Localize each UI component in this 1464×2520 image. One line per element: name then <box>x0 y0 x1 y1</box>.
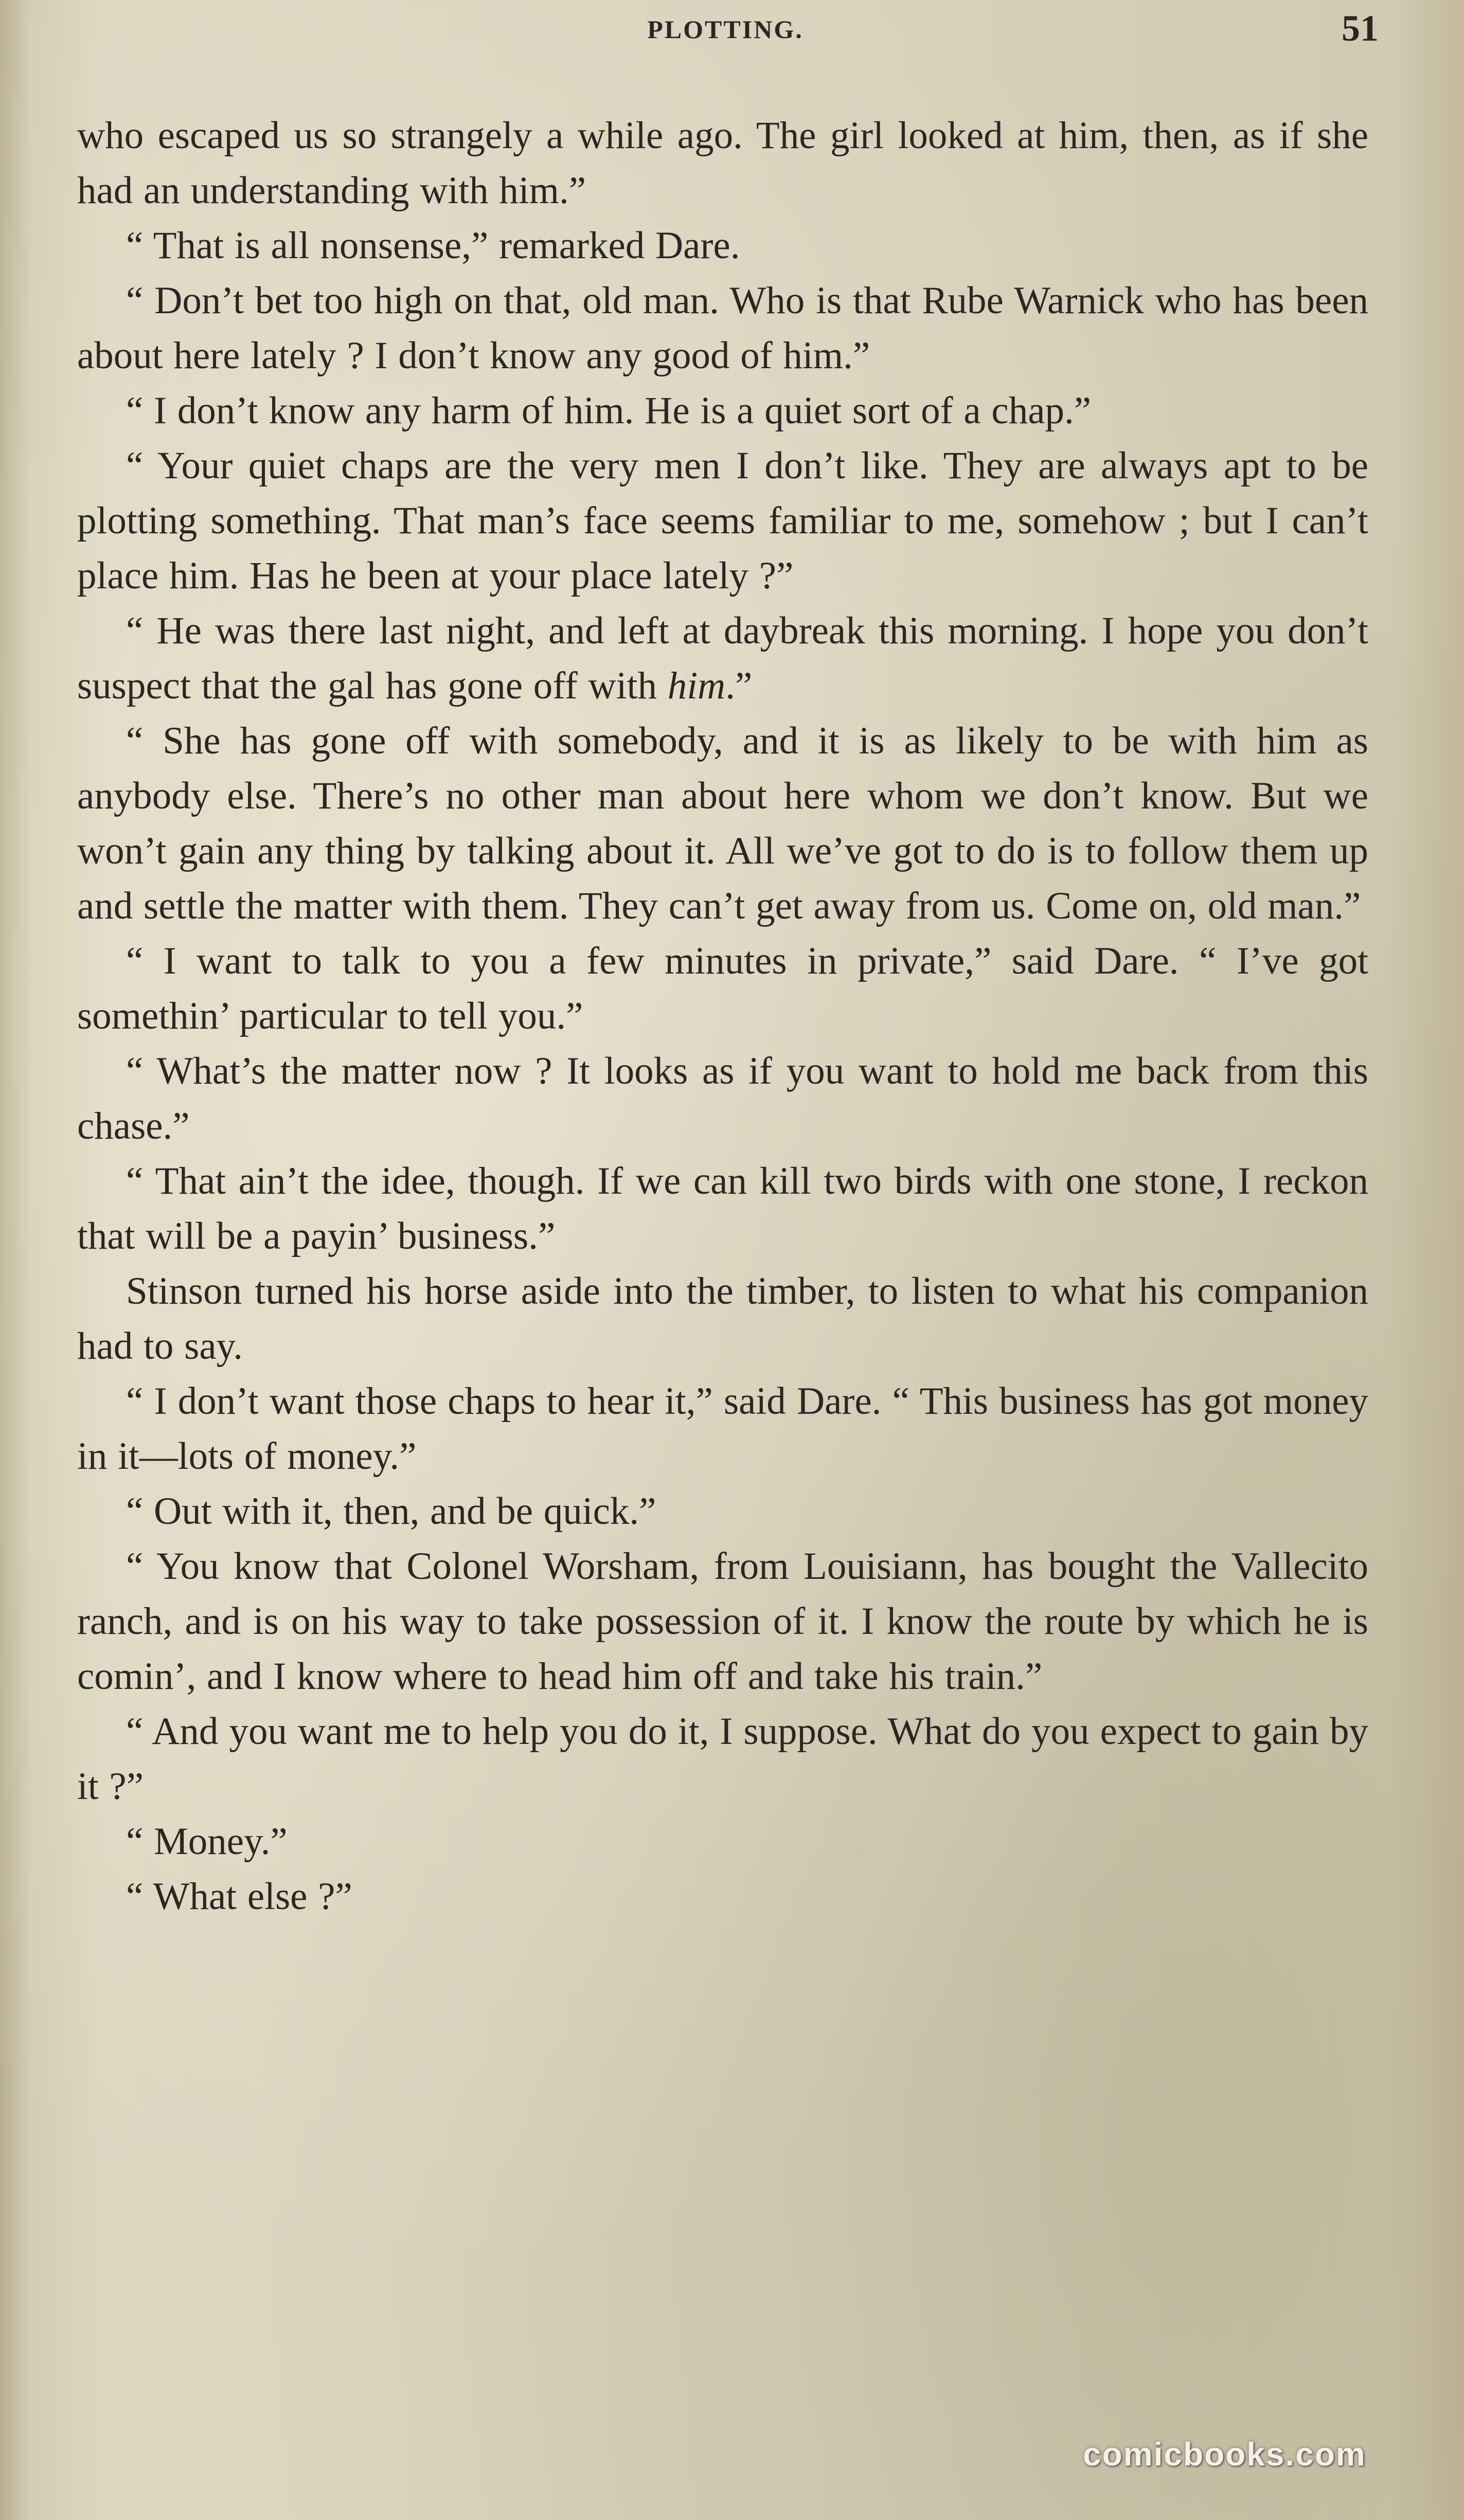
paragraph: “ I want to talk to you a few minutes in private,” said Dare. “ I’ve got somethin’ particular to tell you.” <box>77 940 1368 1037</box>
emphasized-word: him <box>667 664 726 707</box>
body-text <box>77 108 1368 1924</box>
paragraph <box>77 603 1368 713</box>
paragraph: “ You know that Colonel Worsham, from Louisiann, has bought the Vallecito ranch, and is on his way to take possession of it. I know the route by which he is comin’, and I know where to head him off and take his train.” <box>77 1545 1368 1698</box>
paragraph: “ She has gone off with somebody, and it is as likely to be with him as anybody else. There’s no other man about here whom we don’t know. But we won’t gain any thing by talking about it. All we’ve got to do is to follow them up and settle the matter with them. They can’t get away from us. Come on, old man.” <box>77 719 1368 927</box>
paragraph: “ What else ?” <box>126 1875 352 1918</box>
paragraph: “ That is all nonsense,” remarked Dare. <box>126 224 740 267</box>
paragraph: “ What’s the matter now ? It looks as if you want to hold me back from this chase.” <box>77 1050 1368 1147</box>
running-title: PLOTTING. <box>647 15 804 44</box>
watermark: comicbooks.com <box>1083 2436 1366 2473</box>
running-head <box>77 8 1379 56</box>
paragraph: “ Your quiet chaps are the very men I don’t like. They are always apt to be plotting something. That man’s face seems familiar to me, somehow ; but I can’t place him. Has he been at your place lately ?” <box>77 444 1368 597</box>
paragraph: “ And you want me to help you do it, I suppose. What do you expect to gain by it ?” <box>77 1710 1368 1808</box>
paragraph: who escaped us so strangely a while ago. The girl looked at him, then, as if she had an understanding with him.” <box>77 114 1368 212</box>
paragraph: “ I don’t know any harm of him. He is a quiet sort of a chap.” <box>126 389 1092 432</box>
paragraph: “ Out with it, then, and be quick.” <box>126 1490 656 1533</box>
paragraph-text: .” <box>725 664 753 707</box>
paragraph: “ That ain’t the idee, though. If we can kill two birds with one stone, I reckon that will be a payin’ business.” <box>77 1160 1368 1257</box>
paragraph: “ Don’t bet too high on that, old man. Who is that Rube Warnick who has been about here lately ? I don’t know any good of him.” <box>77 279 1368 377</box>
paragraph-text: “ He was there last night, and left at daybreak this morning. I hope you don’t suspect that the gal has gone off with <box>77 609 1368 707</box>
paragraph: “ Money.” <box>126 1820 288 1863</box>
paragraph: “ I don’t want those chaps to hear it,” said Dare. “ This business has got money in it—lots of money.” <box>77 1380 1368 1478</box>
paragraph: Stinson turned his horse aside into the timber, to listen to what his companion had to say. <box>77 1270 1368 1367</box>
page-number: 51 <box>1342 8 1379 49</box>
